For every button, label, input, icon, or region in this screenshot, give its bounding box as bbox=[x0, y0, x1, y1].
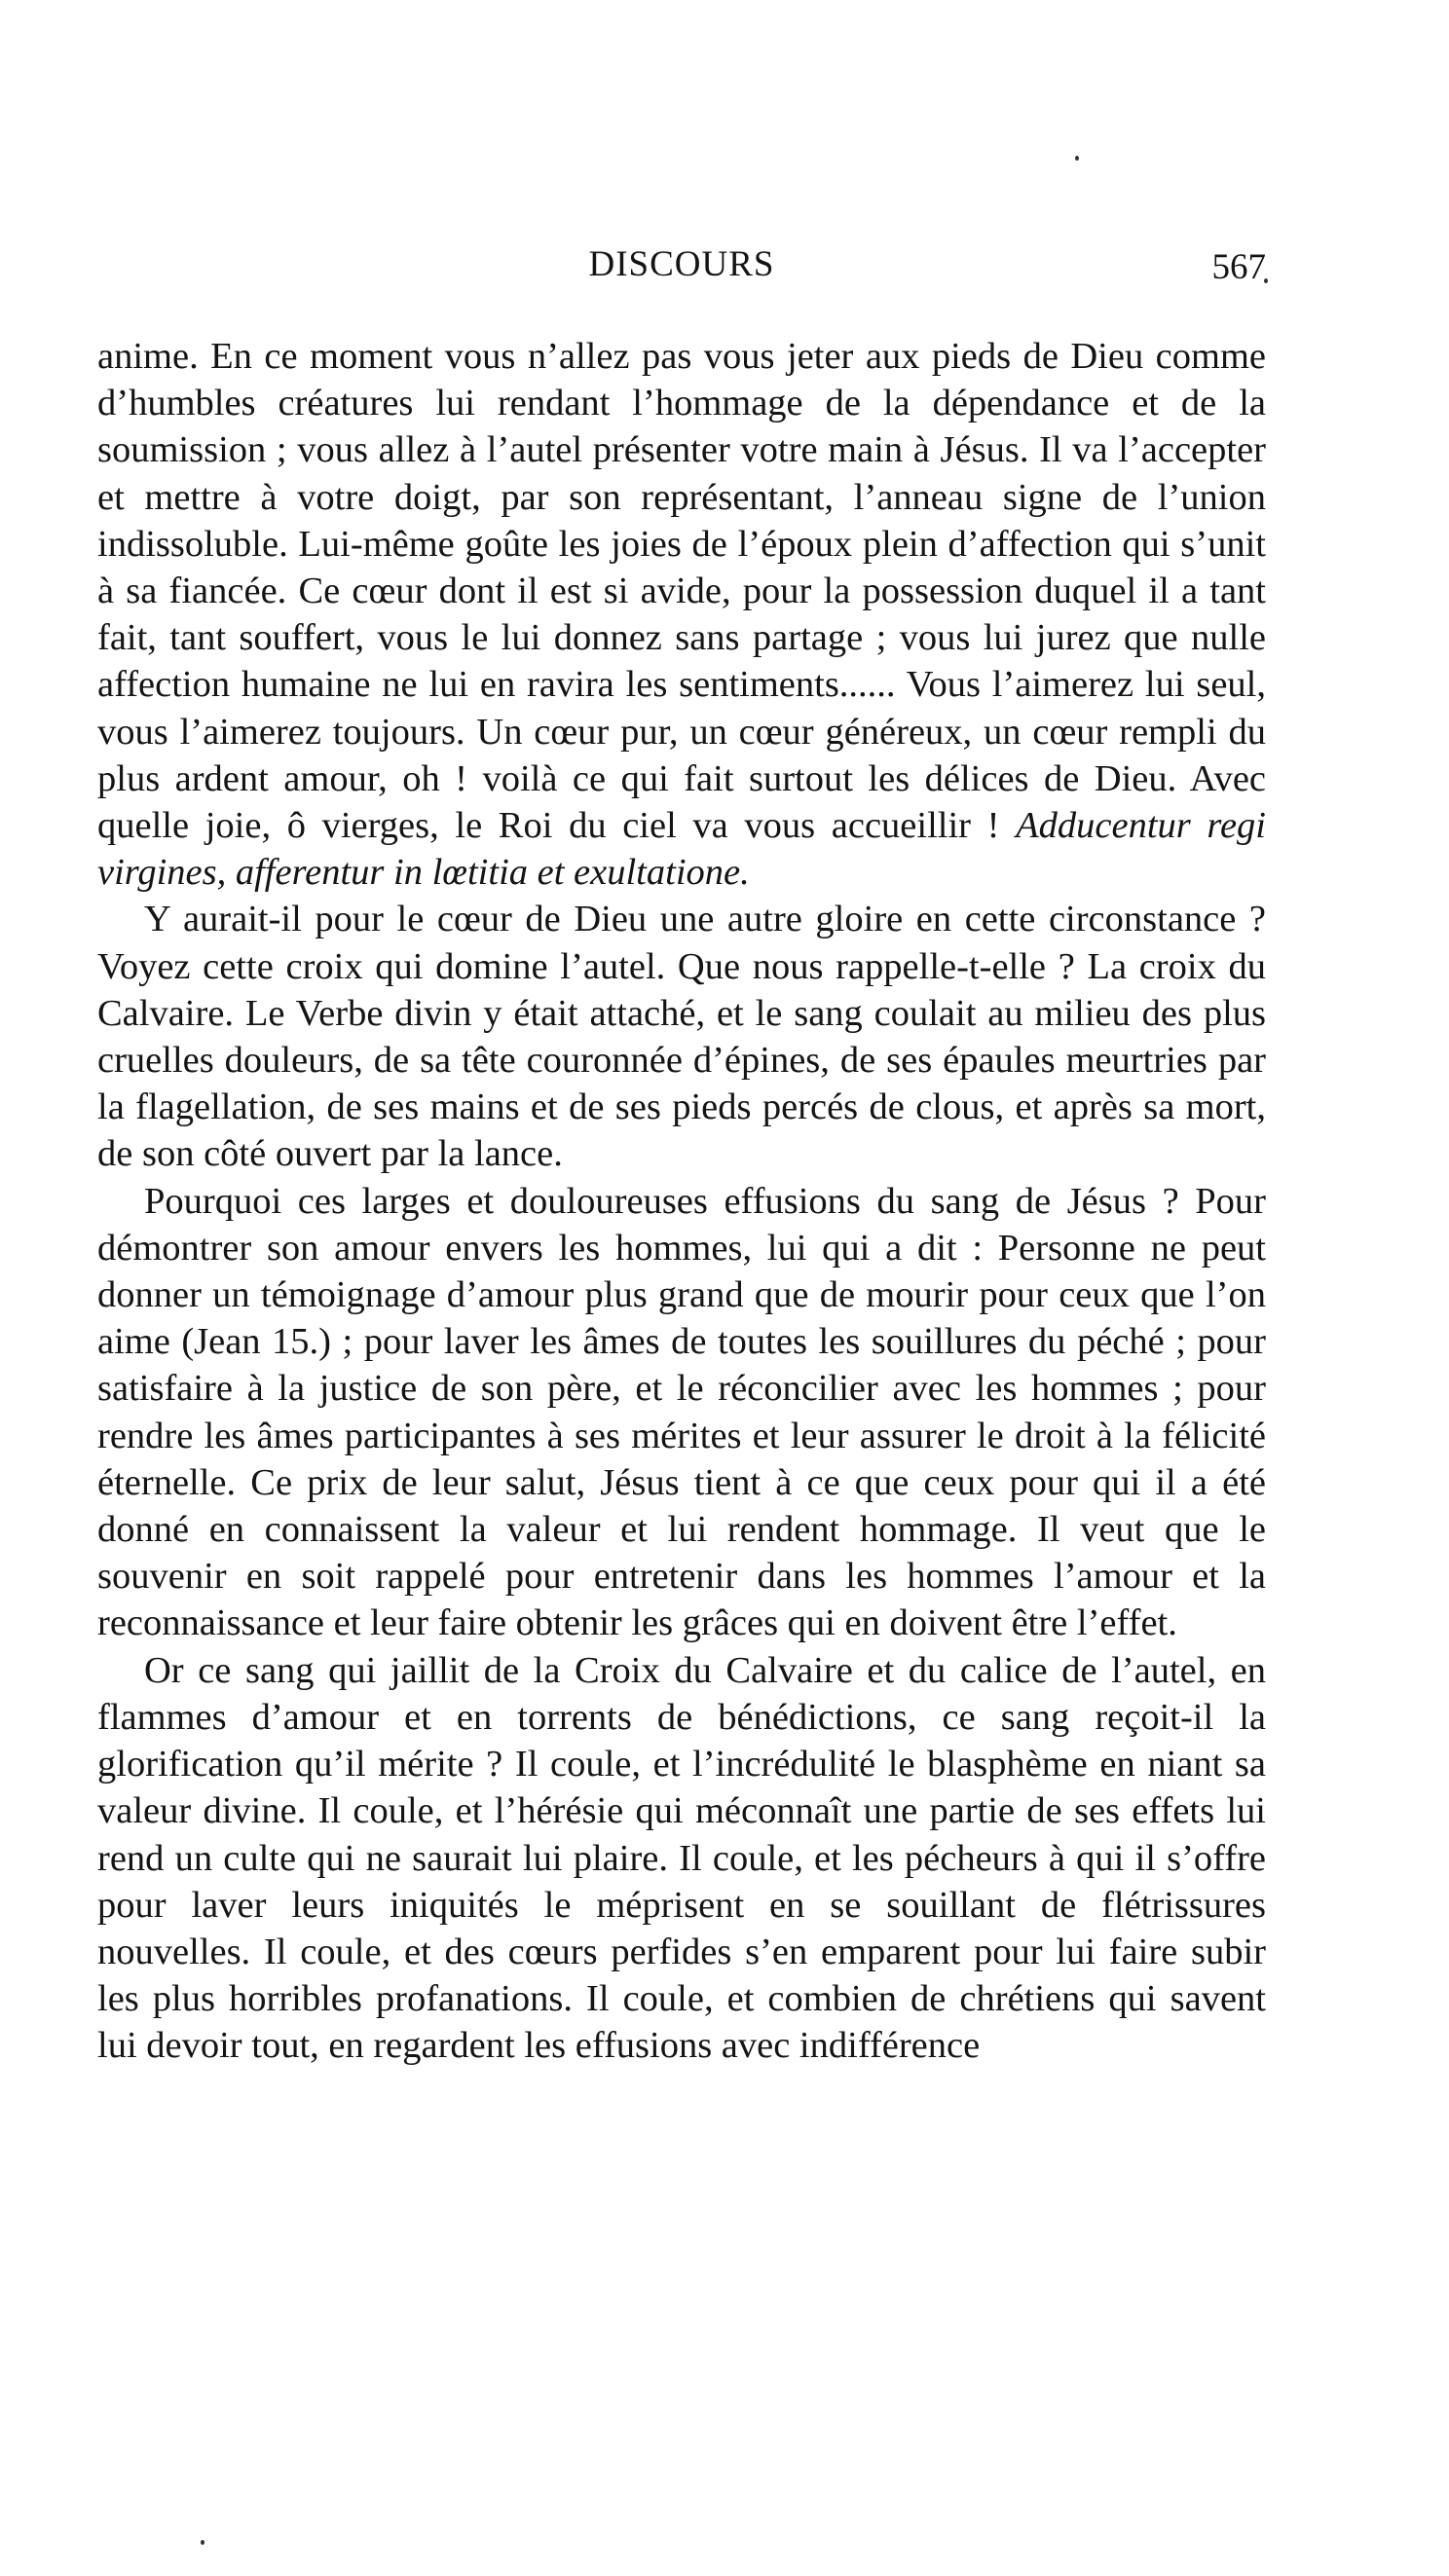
latin-quotation: Adducentur regi virgines, afferentur in lœtitia et exultatione. bbox=[97, 805, 1266, 894]
paragraph-2: Y aurait-il pour le cœur de Dieu une autre gloire en cette circonstance ? Voyez cette croix qui domine l’autel. Que nous rappelle-t-elle ? La croix du Calvaire. Le Verbe divin y était attaché, et le sang coulait au milieu des plus cruelles douleurs, de sa tête couronnée d’épines, de ses épaules meurtries par la flagellation, de ses mains et de ses pieds percés de clous, et après sa mort, de son côté ouvert par la lance. bbox=[97, 899, 1266, 1175]
scan-speck bbox=[201, 2540, 204, 2545]
body-text bbox=[97, 333, 1266, 2070]
page-header bbox=[97, 234, 1266, 292]
paragraph-4: Or ce sang qui jaillit de la Croix du Calvaire et du calice de l’autel, en flammes d’amour et en torrents de bénédictions, ce sang reçoit-il la glorification qu’il mérite ? Il coule, et l’incrédulité le blasphème en niant sa valeur divine. Il coule, et l’hérésie qui méconnaît une partie de ses effets lui rend un culte qui ne saurait lui plaire. Il coule, et les pécheurs à qui il s’offre pour laver leurs iniquités le méprisent en se souillant de flétrissures nouvelles. Il coule, et des cœurs perfides s’en emparent pour lui faire subir les plus horribles profanations. Il coule, et combien de chrétiens qui savent lui devoir tout, en regardent les effusions avec indifférence bbox=[97, 1649, 1266, 2067]
running-head: DISCOURS bbox=[588, 244, 775, 284]
page-number: 567 bbox=[1211, 247, 1266, 287]
paragraph-1-text: anime. En ce moment vous n’allez pas vous jeter aux pieds de Dieu comme d’humbles créatures lui rendant l’hommage de la dépendance et de la soumission ; vous allez à l’autel présenter votre main à Jésus. Il va l’accepter et mettre à votre doigt, par son représentant, l’anneau signe de l’union indissoluble. Lui-même goûte les joies de l’époux plein d’affection qui s’unit à sa fiancée. Ce cœur dont il est si avide, pour la possession duquel il a tant fait, tant souffert, vous le lui donnez sans partage ; vous lui jurez que nulle affection humaine ne lui en ravira les sentiments...... Vous l’aimerez lui seul, vous l’aimerez toujours. Un cœur pur, un cœur généreux, un cœur rempli du plus ardent amour, oh ! voilà ce qui fait surtout les délices de Dieu. Avec quelle joie, ô vierges, le Roi du ciel va vous accueillir ! bbox=[97, 336, 1266, 847]
book-page bbox=[97, 234, 1266, 2070]
paragraph-1 bbox=[97, 333, 1266, 896]
scan-speck bbox=[1075, 156, 1079, 161]
paragraph-3: Pourquoi ces larges et douloureuses effusions du sang de Jésus ? Pour démontrer son amour envers les hommes, lui qui a dit : Personne ne peut donner un témoignage d’amour plus grand que de mourir pour ceux que l’on aime (Jean 15.) ; pour laver les âmes de toutes les souillures du péché ; pour satisfaire à la justice de son père, et le réconcilier avec les hommes ; pour rendre les âmes participantes à ses mérites et leur assurer le droit à la félicité éternelle. Ce prix de leur salut, Jésus tient à ce que ceux pour qui il a été donné en connaissent la valeur et lui rendent hommage. Il veut que le souvenir en soit rappelé pour entretenir dans les hommes l’amour et la reconnaissance et leur faire obtenir les grâces qui en doivent être l’effet. bbox=[97, 1180, 1266, 1644]
